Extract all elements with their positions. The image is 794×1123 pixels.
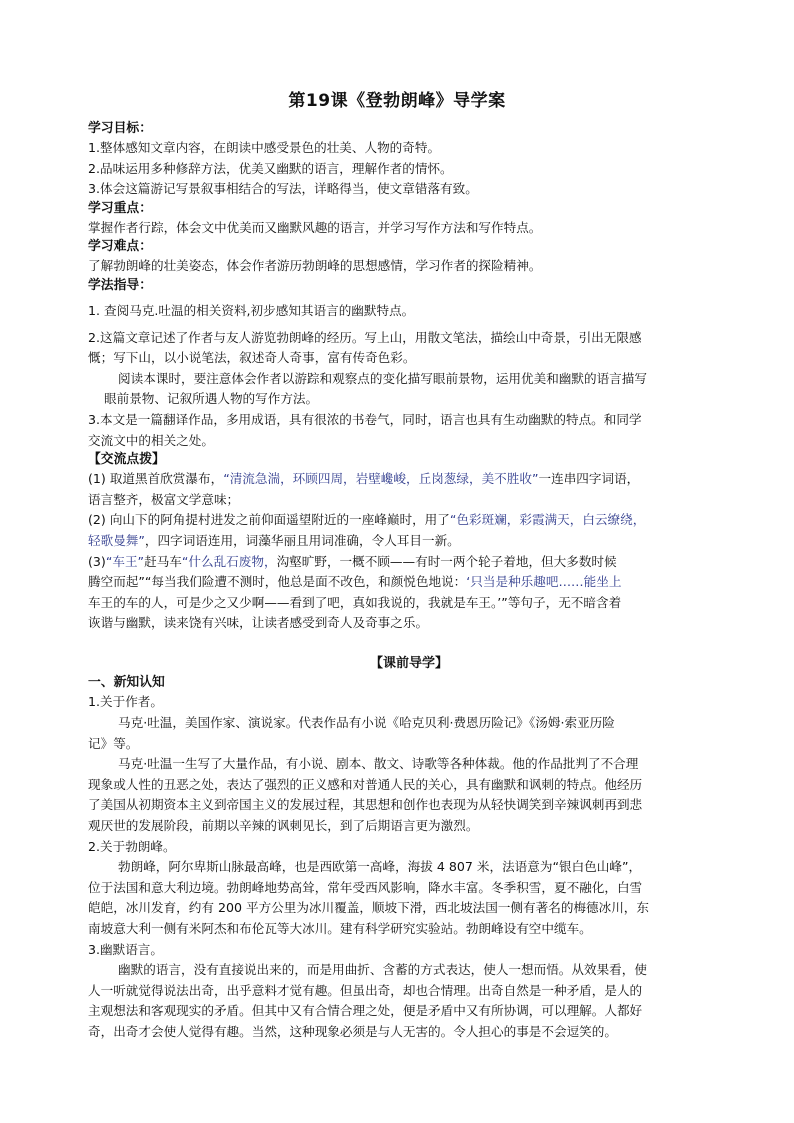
exchange-text: 一连串四字词语， [538,471,640,487]
quote-text: 轻歌曼舞” [88,532,145,548]
quote-text: “色彩斑斓，彩霞满天，白云缭绕， [449,512,646,528]
humor-paragraph: 主观想法和客观现实的矛盾。但其中又有合情合理之处，便是矛盾中又有所协调，可以理解。人都好 [88,1003,643,1019]
exchange-text: (2) 向山下的阿角提村进发之前仰面遥望附近的一座峰巅时，用了 [88,512,450,528]
humor-paragraph: 奇，出奇才会使人觉得有趣。当然，这种现象必须是与人无害的。令人担心的事是不会逗笑的。 [88,1023,617,1039]
method-heading: 学法指导： [88,277,152,293]
mont-paragraph: 勃朗峰，阿尔卑斯山脉最高峰，也是西欧第一高峰，海拔 4 807 米，法语意为“银白色山峰”， [118,859,642,875]
objectives-heading: 学习目标： [88,121,152,136]
objective-item: 2.品味运用多种修辞方法，优美又幽默的语言，理解作者的情怀。 [88,160,453,176]
mont-paragraph: 皑皑，冰川发育，约有 200 平方公里为冰川覆盖，顺坡下滑，西北坡法国一侧有著名的梅德冰川，东 [88,900,649,916]
document-body [88,120,730,1043]
mont-paragraph: 位于法国和意大利边境。勃朗峰地势高耸，常年受西风影响，降水丰富。冬季积雪，夏不融化，白雪 [88,879,643,895]
method-paragraph: 交流文中的相关之处。 [88,432,214,448]
exchange-item-2 [88,510,730,531]
exchange-line [88,531,730,552]
exchange-text: (3) [88,553,106,569]
preview-heading: 【课前导学】 [369,655,448,671]
method-paragraph: 1. 查阅马克.吐温的相关资料,初步感知其语言的幽默特点。 [88,302,415,318]
focus-heading: 学习重点： [88,200,152,216]
exchange-line [88,572,730,593]
method-paragraph: 眼前景物、记叙所遇人物的写作方法。 [104,391,319,407]
subsection-heading: 1.关于作者。 [88,694,163,710]
exchange-heading: 【交流点拨】 [88,452,165,468]
document-title: 第19课《登勃朗峰》导学案 [288,91,506,111]
exchange-item-3 [88,552,730,573]
exchange-text: 诙谐与幽默，读来饶有兴味，让读者感受到奇人及奇事之乐。 [88,615,429,631]
section-heading: 一、新知认知 [88,675,165,691]
objective-item: 3.体会这篇游记写景叙事相结合的写法，详略得当，使文章错落有致。 [88,181,478,197]
exchange-text: 语言整齐，极富文学意味； [88,491,240,507]
objective-item: 1.整体感知文章内容，在朗读中感受景色的壮美、人物的奇特。 [88,140,441,155]
difficulty-text: 了解勃朗峰的壮美姿态，体会作者游历勃朗峰的思想感情，学习作者的探险精神。 [88,258,542,274]
author-paragraph: 马克·吐温，美国作家、演说家。代表作品有小说《哈克贝利·费恩历险记》《汤姆·索亚历险 [118,715,615,731]
exchange-text: 车王的车的人，可是少之又少啊——看到了吧，真如我说的，我就是车王。’”等句子，无不暗含着 [88,594,622,610]
exchange-text: 赶马车 [144,553,182,569]
exchange-text: 沟壑旷野，一概不顾——有时一两个轮子着地，但大多数时候 [276,553,617,569]
quote-text: “车王” [105,553,145,569]
subsection-heading: 3.幽默语言。 [88,941,163,957]
quote-text: “什么乱石废物， [181,553,277,569]
author-paragraph: 观厌世的发展阶段，前期以辛辣的讽刺见长，到了后期语言更为激烈。 [88,818,479,834]
quote-text: ‘只当是种乐趣吧……能坐上 [466,574,622,590]
humor-paragraph: 幽默的语言，没有直接说出来的，而是用曲折、含蓄的方式表达，使人一想而悟。从效果看，使 [118,962,647,978]
author-paragraph: 记》等。 [88,735,139,751]
focus-text: 掌握作者行踪，体会文中优美而又幽默风趣的语言，并学习写作方法和写作特点。 [88,219,542,235]
exchange-text: ，四字词语连用，词藻华丽且用词准确，令人耳目一新。 [144,532,460,548]
difficulty-heading: 学习难点： [88,239,152,255]
humor-paragraph: 人一听就觉得说法出奇，出乎意料才觉有趣。但虽出奇，却也合情理。出奇自然是一种矛盾，是人的 [88,982,643,998]
exchange-text: (1) 取道黑首欣赏瀑布， [88,471,224,487]
quote-text: “清流急湍，环顾四周，岩壁巉峻，丘岗葱绿，美不胜收” [223,471,539,487]
subsection-heading: 2.关于勃朗峰。 [88,838,176,854]
exchange-text: 腾空而起”“每当我们险遭不测时，他总是面不改色，和颜悦色地说： [88,574,467,590]
mont-paragraph: 南坡意大利一侧有米阿杰和布伦瓦等大冰川。建有科学研究实验站。勃朗峰设有空中缆车。 [88,921,592,936]
method-paragraph: 3.本文是一篇翻译作品，多用成语，具有很浓的书卷气，同时，语言也具有生动幽默的特点。和同学 [88,411,642,427]
author-paragraph: 现象或人性的丑恶之处，表达了强烈的正义感和对普通人民的关心，具有幽默和讽刺的特点。他经历 [88,776,643,792]
method-paragraph: 慨；写下山，以小说笔法，叙述奇人奇事，富有传奇色彩。 [88,350,416,366]
author-paragraph: 马克·吐温一生写了大量作品，有小说、剧本、散文、诗歌等各种体裁。他的作品批判了不合理 [118,756,639,772]
exchange-item-1 [88,469,730,490]
method-paragraph: 阅读本课时，要注意体会作者以游踪和观察点的变化描写眼前景物，运用优美和幽默的语言描写 [118,370,647,386]
author-paragraph: 了美国从初期资本主义到帝国主义的发展过程，其思想和创作也表现为从轻快调笑到辛辣讽刺再到悲 [88,797,643,813]
method-paragraph: 2.这篇文章记述了作者与友人游览勃朗峰的经历。写上山，用散文笔法，描绘山中奇景，引出无限感 [88,329,642,345]
